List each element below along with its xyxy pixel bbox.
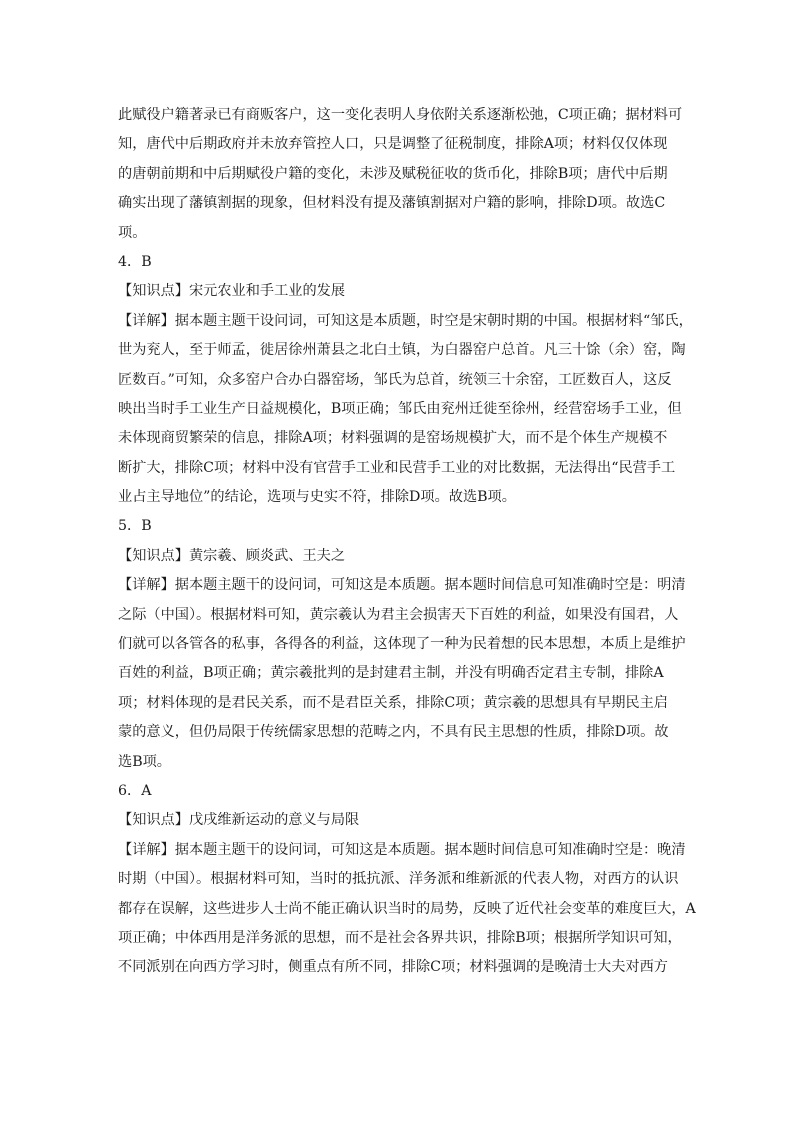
detail-block [118, 307, 698, 513]
continuation-line: 知，唐代中后期政府并未放弃管控人口，只是调整了征税制度，排除A项；材料仅仅体现 [118, 136, 668, 153]
detail-line: 映出当时手工业生产日益规模化，B项正确；邹氏由兖州迁徙至徐州，经营窑场手工业，但 [118, 400, 682, 417]
knowledge-block [118, 542, 698, 571]
detail-line: 【详解】据本题主题干设问词，可知这是本质题，时空是宋朝时期的中国。根据材料“邹氏， [118, 312, 693, 329]
document-page [118, 101, 698, 983]
continuation-line: 确实出现了藩镇割据的现象，但材料没有提及藩镇割据对户籍的影响，排除D项。故选C [118, 195, 666, 212]
detail-line: 业占主导地位”的结论，选项与史实不符，排除D项。故选B项。 [118, 489, 516, 506]
continuation-block [118, 101, 698, 248]
detail-line: 【详解】据本题主题干的设问词，可知这是本质题。据本题时间信息可知准确时空是：晚清 [118, 841, 686, 858]
detail-line: 百姓的利益，B项正确；黄宗羲批判的是封建君主制，并没有明确否定君主专制，排除A [118, 665, 664, 682]
continuation-line: 项。 [118, 224, 147, 241]
answer-block [118, 512, 698, 541]
continuation-line: 此赋役户籍著录已有商贩客户，这一变化表明人身依附关系逐渐松弛，C项正确；据材料可 [118, 107, 683, 123]
detail-line: 项正确；中体西用是洋务派的思想，而不是社会各界共识，排除B项；根据所学知识可知， [118, 929, 682, 946]
detail-line: 断扩大，排除C项；材料中没有官营手工业和民营手工业的对比数据，无法得出“民营手工 [118, 459, 676, 476]
detail-line: 蒙的意义，但仍局限于传统儒家思想的范畴之内，不具有民主思想的性质，排除D项。故 [118, 724, 669, 741]
detail-line: 之际（中国）。根据材料可知，黄宗羲认为君主会损害天下百姓的利益，如果没有国君，人 [118, 606, 679, 623]
knowledge-line: 【知识点】戊戌维新运动的意义与局限 [118, 812, 360, 829]
detail-line: 未体现商贸繁荣的信息，排除A项；材料强调的是窑场规模扩大，而不是个体生产规模不 [118, 430, 668, 447]
answer-line: 6．A [118, 782, 152, 799]
answer-block [118, 248, 698, 277]
detail-block [118, 836, 698, 983]
detail-line: 世为兖人，至于师孟，徙居徐州萧县之北白土镇，为白器窑户总首。凡三十馀（余）窑，陶 [118, 342, 686, 359]
detail-block [118, 571, 698, 777]
knowledge-line: 【知识点】黄宗羲、顾炎武、王夫之 [118, 547, 346, 564]
detail-line: 时期（中国）。根据材料可知，当时的抵抗派、洋务派和维新派的代表人物，对西方的认识 [118, 871, 679, 888]
knowledge-block [118, 806, 698, 835]
detail-line: 匠数百。”可知，众多窑户合办白器窑场，邹氏为总首，统领三十余窑，工匠数百人，这反 [118, 371, 672, 388]
detail-line: 都存在误解，这些进步人士尚不能正确认识当时的局势，反映了近代社会变革的难度巨大，A [118, 900, 696, 917]
detail-line: 项；材料体现的是君民关系，而不是君臣关系，排除C项；黄宗羲的思想具有早期民主启 [118, 694, 668, 711]
detail-line: 们就可以各管各的私事，各得各的利益，这体现了一种为民着想的民本思想，本质上是维护 [118, 636, 686, 653]
detail-line: 不同派别在向西方学习时，侧重点有所不同，排除C项；材料强调的是晚清士大夫对西方 [118, 959, 668, 976]
knowledge-block [118, 277, 698, 306]
knowledge-line: 【知识点】宋元农业和手工业的发展 [118, 283, 346, 300]
detail-line: 【详解】据本题主题干的设问词，可知这是本质题。据本题时间信息可知准确时空是：明清 [118, 577, 686, 594]
answer-block [118, 777, 698, 806]
detail-line: 选B项。 [118, 753, 171, 770]
answer-line: 4．B [118, 253, 152, 270]
answer-line: 5．B [118, 518, 152, 535]
continuation-line: 的唐朝前期和中后期赋役户籍的变化，未涉及赋税征收的货币化，排除B项；唐代中后期 [118, 165, 668, 182]
